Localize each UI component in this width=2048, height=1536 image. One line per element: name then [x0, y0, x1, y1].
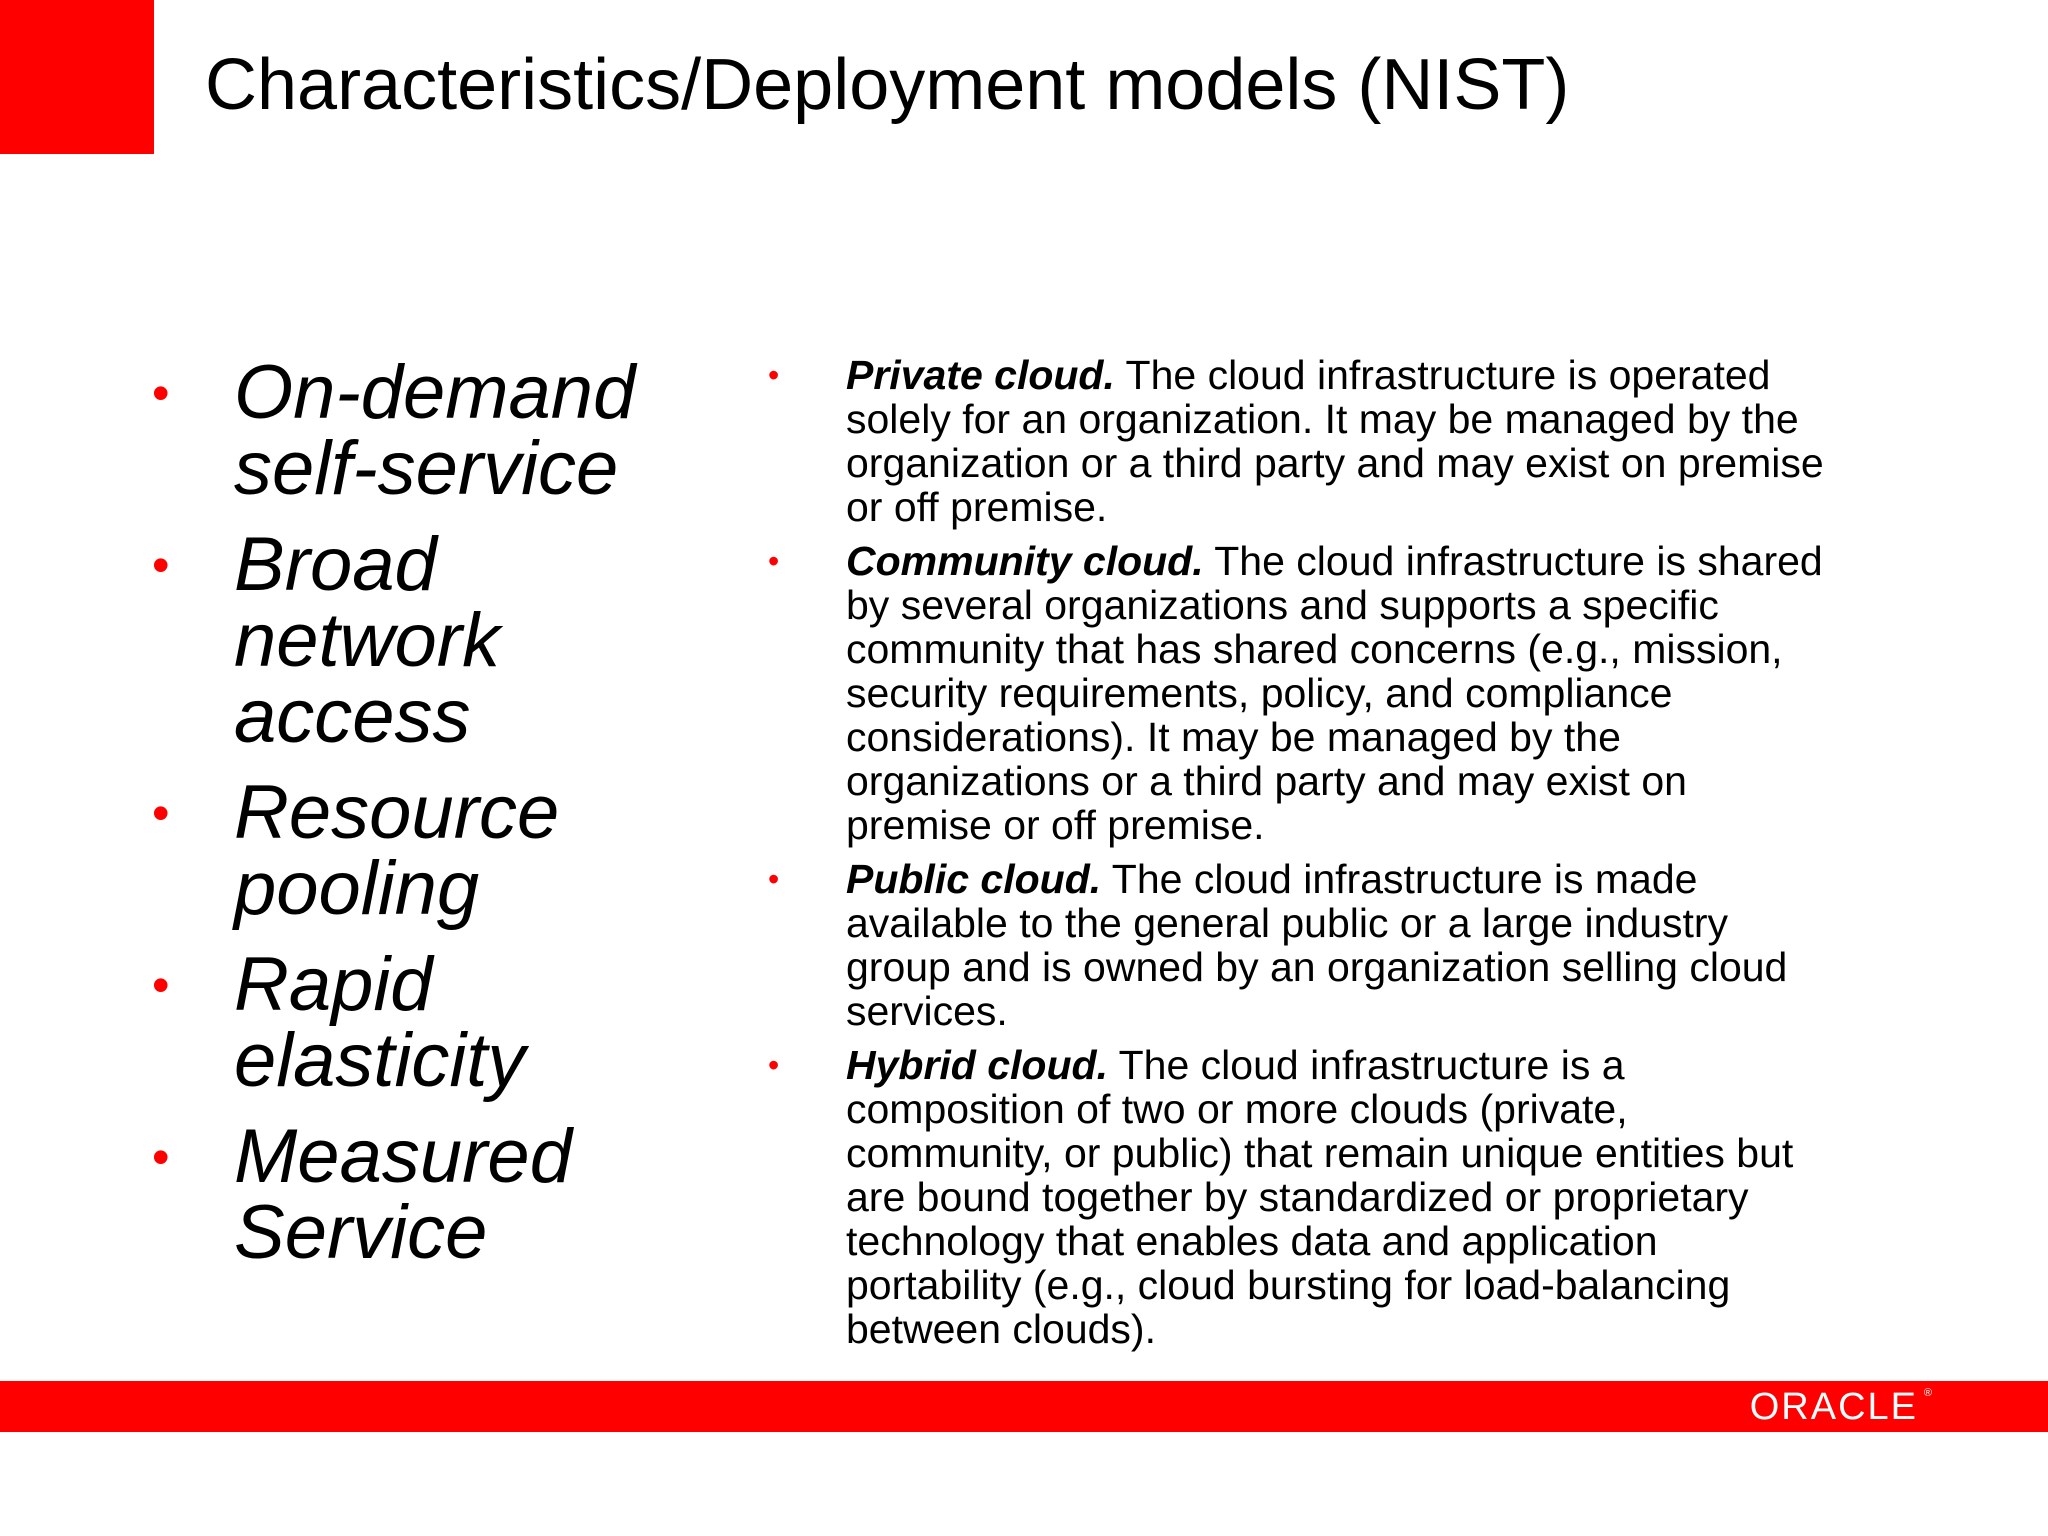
bullet-icon: •: [152, 365, 170, 421]
bullet-icon: •: [152, 957, 170, 1013]
deployment-model-term: Community cloud.: [846, 538, 1204, 584]
deployment-model-term: Public cloud.: [846, 856, 1102, 902]
characteristic-item: [150, 522, 710, 759]
footer-bar: [0, 1381, 2048, 1432]
deployment-model-description: The cloud infrastructure is shared by several organizations and supports a specific community that has shared concerns (e.g., mission, security requirements, policy, and compliance considerations). It may be managed by the organizations or a third party and may exist on premise or off premise.: [846, 538, 1823, 848]
deployment-models-list: [764, 353, 1844, 1361]
deployment-model-term: Hybrid cloud.: [846, 1042, 1108, 1088]
bullet-icon: •: [152, 537, 170, 593]
registered-mark-icon: ®: [1923, 1387, 1932, 1399]
oracle-logo: [1749, 1385, 1932, 1429]
bullet-icon: •: [152, 785, 170, 841]
characteristic-line: On-demand: [234, 350, 636, 435]
characteristic-line: elasticity: [234, 1018, 526, 1103]
bullet-icon: •: [768, 861, 780, 897]
characteristic-line: Resource: [234, 770, 560, 855]
characteristic-item: [150, 350, 710, 511]
oracle-logo-text: ORACLE: [1749, 1386, 1918, 1428]
deployment-model-item: [764, 857, 1844, 1033]
characteristics-list: [150, 350, 710, 1291]
red-corner-block: [0, 0, 154, 154]
characteristic-item: [150, 1114, 710, 1275]
characteristic-item: [150, 942, 710, 1103]
deployment-model-term: Private cloud.: [846, 352, 1115, 398]
deployment-model-description: The cloud infrastructure is a composition of two or more clouds (private, community, or public) that remain unique entities but are bound together by standardized or proprietary technology that enables data and application portability (e.g., cloud bursting for load-balancing between clouds).: [846, 1042, 1794, 1352]
bullet-icon: •: [768, 357, 780, 393]
deployment-model-item: [764, 1043, 1844, 1351]
characteristic-line: Measured: [234, 1114, 572, 1199]
deployment-model-item: [764, 353, 1844, 529]
characteristic-line: Rapid: [234, 942, 433, 1027]
characteristic-line: Service: [234, 1190, 488, 1275]
characteristic-line: Broad: [234, 522, 437, 607]
deployment-model-description: The cloud infrastructure is made available to the general public or a large industry group and is owned by an organization selling cloud services.: [846, 856, 1788, 1034]
characteristic-line: network: [234, 598, 501, 683]
bullet-icon: •: [152, 1129, 170, 1185]
slide-title: Characteristics/Deployment models (NIST): [205, 45, 1570, 125]
bullet-icon: •: [768, 543, 780, 579]
characteristic-item: [150, 770, 710, 931]
deployment-model-item: [764, 539, 1844, 847]
deployment-model-description: The cloud infrastructure is operated solely for an organization. It may be managed by the organization or a third party and may exist on premise or off premise.: [846, 352, 1824, 530]
characteristic-line: self-service: [234, 426, 619, 511]
characteristic-line: access: [234, 674, 471, 759]
characteristic-line: pooling: [234, 846, 480, 931]
bullet-icon: •: [768, 1047, 780, 1083]
